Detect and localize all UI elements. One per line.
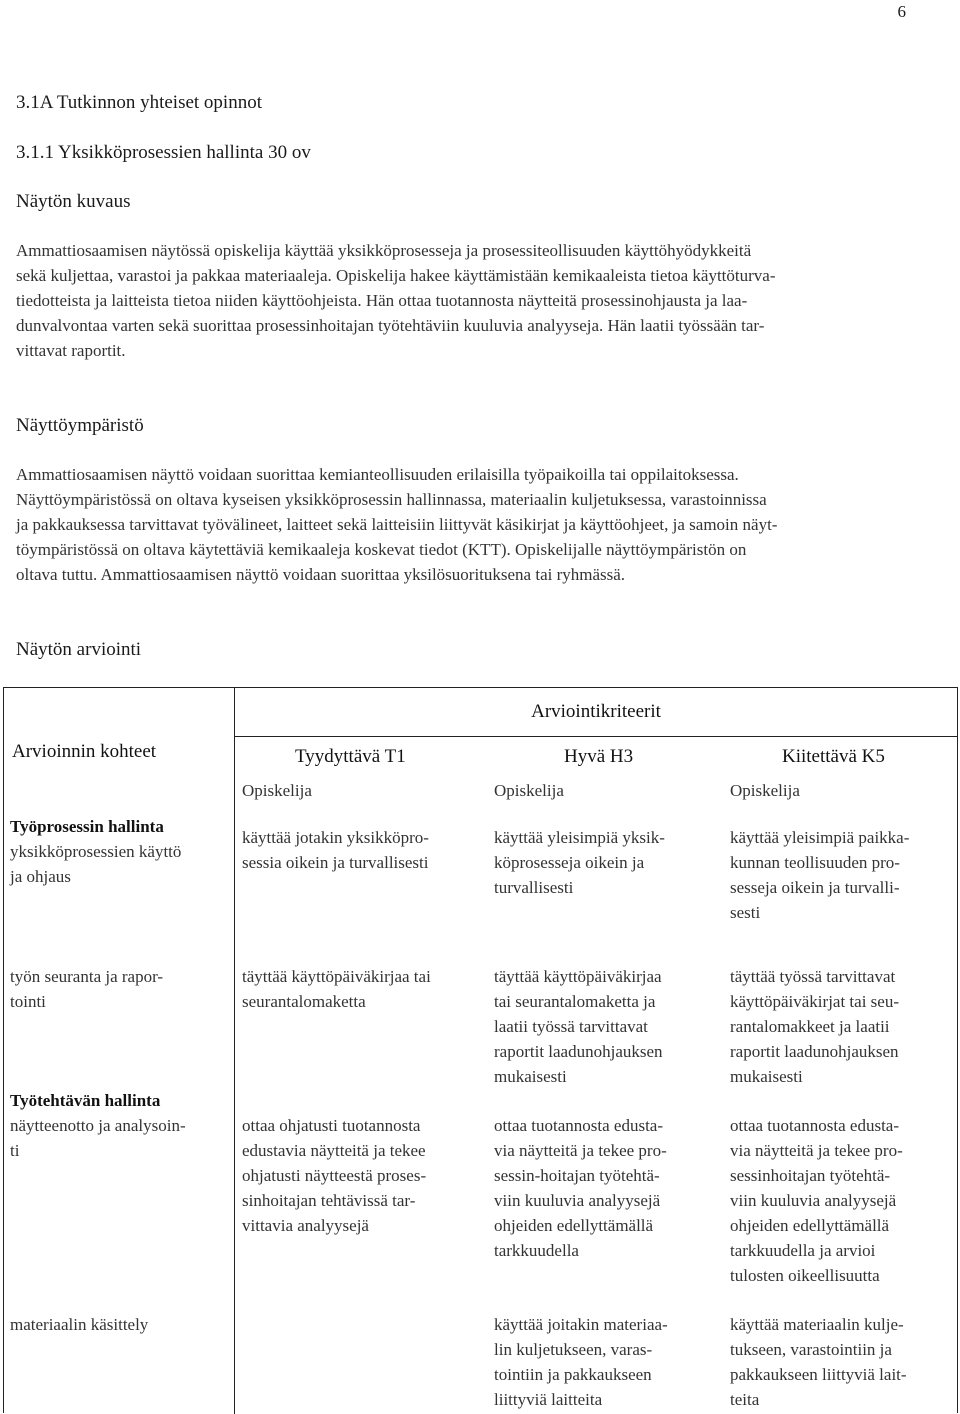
evaluation-table bbox=[3, 687, 958, 1413]
target-line: yksikköprosessien käyttö bbox=[10, 842, 182, 861]
criteria-line: kunnan teollisuuden pro- bbox=[730, 853, 900, 872]
criteria-line: via näytteitä ja tekee pro- bbox=[730, 1141, 903, 1160]
criteria-cell-t1 bbox=[242, 964, 431, 1014]
criteria-line: täyttää käyttöpäiväkirjaa tai bbox=[242, 967, 431, 986]
ymparisto-line: töympäristössä on oltava käytettäviä kemikaaleja koskevat tiedot (KTT). Opiskelijalle näyttöympäristön on bbox=[16, 540, 747, 559]
criteria-line: mukaisesti bbox=[730, 1067, 803, 1086]
ymparisto-line: oltava tuttu. Ammattiosaamisen näyttö voidaan suorittaa yksilösuorituksena tai ryhmässä. bbox=[16, 565, 626, 584]
table-divider bbox=[234, 736, 958, 737]
page-number: 6 bbox=[897, 2, 906, 21]
criteria-cell-k5 bbox=[730, 825, 909, 925]
subsection-heading: 3.1.1 Yksikköprosessien hallinta 30 ov bbox=[16, 142, 311, 163]
criteria-line: sessia oikein ja turvallisesti bbox=[242, 853, 429, 872]
criteria-line: viin kuuluvia analyysejä bbox=[494, 1191, 661, 1210]
criteria-line: sinhoitajan tehtävissä tar- bbox=[242, 1191, 416, 1210]
criteria-line: käyttää yleisimpiä paikka- bbox=[730, 828, 910, 847]
criteria-line: täyttää käyttöpäiväkirjaa bbox=[494, 967, 662, 986]
subject-label: Opiskelija bbox=[730, 781, 800, 800]
target-cell bbox=[10, 1088, 186, 1163]
target-line: näytteenotto ja analysoin- bbox=[10, 1116, 186, 1135]
criteria-line: käyttöpäiväkirjat tai seu- bbox=[730, 992, 899, 1011]
criteria-line: edustavia näytteitä ja tekee bbox=[242, 1141, 426, 1160]
criteria-line: turvallisesti bbox=[494, 878, 574, 897]
criteria-line: ottaa tuotannosta edusta- bbox=[730, 1116, 900, 1135]
criteria-line: käyttää materiaalin kulje- bbox=[730, 1315, 904, 1334]
target-cell bbox=[10, 964, 163, 1014]
criteria-cell-h3 bbox=[494, 1113, 667, 1263]
target-line: tointi bbox=[10, 992, 46, 1011]
subject-label: Opiskelija bbox=[242, 781, 312, 800]
criteria-line: seurantalomaketta bbox=[242, 992, 366, 1011]
criteria-line: tarkkuudella bbox=[494, 1241, 579, 1260]
criteria-cell-k5 bbox=[730, 1113, 903, 1288]
ymparisto-heading: Näyttöympäristö bbox=[16, 415, 144, 436]
criteria-cell-k5 bbox=[730, 964, 899, 1089]
criteria-line: tukseen, varastointiin ja bbox=[730, 1340, 892, 1359]
target-cell bbox=[10, 814, 181, 889]
criteria-line: sessinhoitajan työtehtä- bbox=[730, 1166, 891, 1185]
criteria-line: tulosten oikeellisuutta bbox=[730, 1266, 880, 1285]
criteria-line: tai seurantalomaketta ja bbox=[494, 992, 656, 1011]
criteria-cell-k5 bbox=[730, 1312, 907, 1412]
ymparisto-line: ja pakkauksessa tarvittavat työvälineet, laitteet sekä laitteisiin liittyvät käsikirjat ja käyttöohjeet, ja samoin näyt- bbox=[16, 515, 778, 534]
group-label: Työtehtävän hallinta bbox=[10, 1091, 161, 1110]
criteria-line: via näytteitä ja tekee pro- bbox=[494, 1141, 667, 1160]
criteria-line: täyttää työssä tarvittavat bbox=[730, 967, 896, 986]
criteria-line: käyttää joitakin materiaa- bbox=[494, 1315, 668, 1334]
criteria-line: teita bbox=[730, 1390, 760, 1409]
target-line: materiaalin käsittely bbox=[10, 1315, 149, 1334]
kuvaus-paragraph bbox=[16, 238, 946, 363]
criteria-line: pakkaukseen liittyviä lait- bbox=[730, 1365, 907, 1384]
criteria-line: ohjeiden edellyttämällä bbox=[730, 1216, 890, 1235]
criteria-line: köprosesseja oikein ja bbox=[494, 853, 645, 872]
table-divider bbox=[234, 688, 235, 1414]
criteria-line: lin kuljetukseen, varas- bbox=[494, 1340, 653, 1359]
criteria-line: raportit laadunohjauksen bbox=[494, 1042, 663, 1061]
criteria-cell-t1 bbox=[242, 1113, 426, 1238]
criteria-line: käyttää jotakin yksikköpro- bbox=[242, 828, 429, 847]
criteria-line: vittavia analyysejä bbox=[242, 1216, 369, 1235]
criteria-line: sesseja oikein ja turvalli- bbox=[730, 878, 900, 897]
criteria-line: mukaisesti bbox=[494, 1067, 567, 1086]
criteria-line: ottaa ohjatusti tuotannosta bbox=[242, 1116, 421, 1135]
criteria-cell-h3 bbox=[494, 825, 665, 900]
criteria-line: käyttää yleisimpiä yksik- bbox=[494, 828, 665, 847]
arviointi-heading: Näytön arviointi bbox=[16, 639, 142, 660]
criteria-line: sessin-hoitajan työtehtä- bbox=[494, 1166, 660, 1185]
kuvaus-line: dunvalvontaa varten sekä suorittaa prosessinhoitajan työtehtäviin kuuluvia analyyseja. Hän laatii työssään tar- bbox=[16, 316, 765, 335]
criteria-line: viin kuuluvia analyysejä bbox=[730, 1191, 897, 1210]
criteria-line: sesti bbox=[730, 903, 761, 922]
kuvaus-line: sekä kuljettaa, varastoi ja pakkaa materiaaleja. Opiskelija hakee käyttämistään kemikaaleista tietoa käyttöturva- bbox=[16, 266, 776, 285]
ymparisto-paragraph bbox=[16, 462, 946, 587]
ymparisto-line: Näyttöympäristössä on oltava kyseisen yksikköprosessin hallinnassa, materiaalin kuljetuksessa, varastoinnissa bbox=[16, 490, 767, 509]
criteria-line: ohjeiden edellyttämällä bbox=[494, 1216, 654, 1235]
level-header-h3: Hyvä H3 bbox=[564, 746, 634, 767]
criteria-cell-t1 bbox=[242, 825, 429, 875]
subject-label: Opiskelija bbox=[494, 781, 564, 800]
kuvaus-line: tiedotteista ja laitteista tietoa niiden käyttöohjeista. Hän ottaa tuotannosta näytteitä prosessinohjausta ja laa- bbox=[16, 291, 748, 310]
criteria-line: raportit laadunohjauksen bbox=[730, 1042, 899, 1061]
criteria-line: tarkkuudella ja arvioi bbox=[730, 1241, 876, 1260]
criteria-header: Arviointikriteerit bbox=[531, 701, 661, 722]
criteria-cell-h3 bbox=[494, 964, 663, 1089]
criteria-line: ohjatusti näytteestä proses- bbox=[242, 1166, 427, 1185]
level-header-k5: Kiitettävä K5 bbox=[782, 746, 885, 767]
kuvaus-heading: Näytön kuvaus bbox=[16, 191, 131, 212]
group-label: Työprosessin hallinta bbox=[10, 817, 164, 836]
criteria-line: liittyviä laitteita bbox=[494, 1390, 603, 1409]
criteria-line: tointiin ja pakkaukseen bbox=[494, 1365, 652, 1384]
criteria-cell-h3 bbox=[494, 1312, 668, 1412]
kuvaus-line: vittavat raportit. bbox=[16, 341, 126, 360]
level-header-t1: Tyydyttävä T1 bbox=[295, 746, 406, 767]
target-line: ja ohjaus bbox=[10, 867, 71, 886]
target-line: työn seuranta ja rapor- bbox=[10, 967, 164, 986]
section-heading: 3.1A Tutkinnon yhteiset opinnot bbox=[16, 92, 262, 113]
target-header: Arvioinnin kohteet bbox=[12, 741, 157, 762]
ymparisto-line: Ammattiosaamisen näyttö voidaan suorittaa kemianteollisuuden erilaisilla työpaikoilla tai oppilaitoksessa. bbox=[16, 465, 739, 484]
kuvaus-line: Ammattiosaamisen näytössä opiskelija käyttää yksikköprosesseja ja prosessiteollisuuden käyttöhyödykkeitä bbox=[16, 241, 752, 260]
criteria-line: ottaa tuotannosta edusta- bbox=[494, 1116, 664, 1135]
target-cell bbox=[10, 1312, 148, 1337]
criteria-line: rantalomakkeet ja laatii bbox=[730, 1017, 890, 1036]
target-line: ti bbox=[10, 1141, 20, 1160]
criteria-line: laatii työssä tarvittavat bbox=[494, 1017, 648, 1036]
